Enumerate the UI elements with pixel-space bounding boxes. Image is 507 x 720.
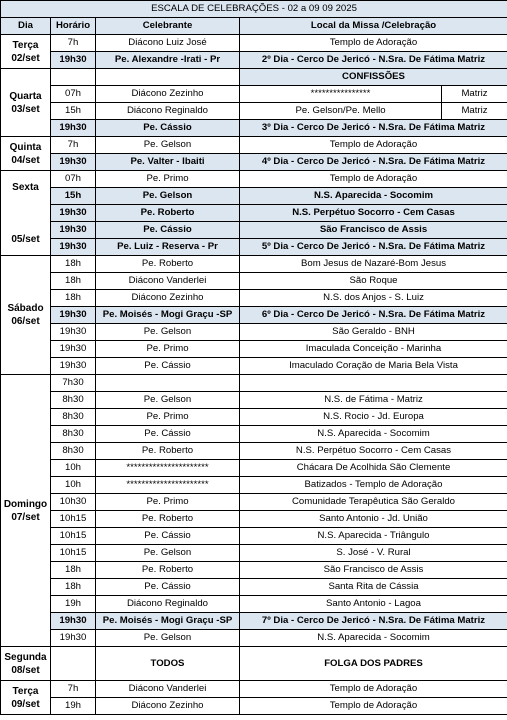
table-row [1,511,507,528]
local-cell: 7º Dia - Cerco De Jericó - N.Sra. De Fátima Matriz [240,613,507,630]
time-cell: 8h30 [51,426,96,443]
table-row [1,562,507,579]
local-cell: Templo de Adoração [240,137,507,154]
local-cell: São Francisco de Assis [240,222,507,239]
celebrant-cell: Pe. Gelson [96,392,240,409]
table-row [1,103,507,120]
time-cell: 7h [51,35,96,52]
empty-cell [96,69,240,86]
time-cell: 18h [51,562,96,579]
table-row [1,35,507,52]
table-row [1,137,507,154]
local-cell: Pe. Gelson/Pe. Mello [240,103,442,120]
table-row [1,290,507,307]
local-cell: 5º Dia - Cerco De Jericó - N.Sra. De Fátima Matriz [240,239,507,256]
celebrant-cell [96,375,240,392]
time-cell: 7h30 [51,375,96,392]
local-cell: Comunidade Terapêutica São Geraldo [240,494,507,511]
schedule-title: ESCALA DE CELEBRAÇÕES - 02 a 09 09 2025 [1,1,507,18]
table-row [1,222,507,239]
table-row [1,154,507,171]
local-cell [240,375,507,392]
local-cell: Batizados - Templo de Adoração [240,477,507,494]
local-cell: Templo de Adoração [240,698,507,715]
header-horario: Horário [51,18,96,35]
local-secondary-cell: Matriz [442,103,507,120]
table-row [1,443,507,460]
time-cell: 07h [51,86,96,103]
celebrant-cell: Pe. Cássio [96,358,240,375]
celebrant-cell: Pe. Gelson [96,630,240,647]
table-row [1,426,507,443]
table-row [1,477,507,494]
celebrant-cell: Pe. Cássio [96,528,240,545]
table-row [1,460,507,477]
celebrant-cell: Pe. Roberto [96,562,240,579]
local-cell: Bom Jesus de Nazaré-Bom Jesus [240,256,507,273]
celebrant-cell: Pe. Primo [96,171,240,188]
table-row [1,528,507,545]
celebrant-cell: Pe. Valter - Ibaiti [96,154,240,171]
celebrant-cell: Pe. Luiz - Reserva - Pr [96,239,240,256]
celebrant-cell: Pe. Alexandre -Irati - Pr [96,52,240,69]
local-cell: N.S. dos Anjos - S. Luiz [240,290,507,307]
celebrant-cell: Pe. Gelson [96,188,240,205]
time-cell: 10h15 [51,528,96,545]
time-cell: 18h [51,256,96,273]
time-cell: 15h [51,103,96,120]
celebrant-cell: Diácono Vanderlei [96,681,240,698]
time-cell: 8h30 [51,443,96,460]
local-cell: Santo Antonio - Jd. União [240,511,507,528]
time-cell: 19h [51,698,96,715]
time-cell: 7h [51,681,96,698]
celebrant-cell: Pe. Moisés - Mogi Graçu -SP [96,613,240,630]
confissoes-row [1,69,507,86]
day-label: Sábado 06/set [1,256,51,375]
time-cell: 10h15 [51,545,96,562]
local-cell: 6º Dia - Cerco De Jericó - N.Sra. De Fátima Matriz [240,307,507,324]
time-cell: 10h [51,477,96,494]
local-cell: S. José - V. Rural [240,545,507,562]
local-cell: São Roque [240,273,507,290]
table-row [1,545,507,562]
celebrant-cell: Pe. Primo [96,341,240,358]
time-cell: 19h30 [51,52,96,69]
celebrant-cell: Diácono Reginaldo [96,596,240,613]
table-row [1,256,507,273]
celebrant-cell: Pe. Gelson [96,137,240,154]
celebrant-cell: Diácono Vanderlei [96,273,240,290]
local-cell: Templo de Adoração [240,35,507,52]
time-cell: 19h30 [51,341,96,358]
time-cell: 8h30 [51,392,96,409]
time-cell: 10h [51,460,96,477]
celebrant-cell: Pe. Cássio [96,222,240,239]
time-cell: 10h30 [51,494,96,511]
table-row [1,239,507,256]
time-cell: 18h [51,273,96,290]
local-cell: Chácara De Acolhida São Clemente [240,460,507,477]
local-cell: Templo de Adoração [240,171,507,188]
celebrant-cell: Pe. Cássio [96,426,240,443]
celebrant-cell: ********************** [96,460,240,477]
local-cell: 3º Dia - Cerco De Jericó - N.Sra. De Fátima Matriz [240,120,507,137]
time-cell: 19h30 [51,222,96,239]
local-cell: Imaculado Coração de Maria Bela Vista [240,358,507,375]
time-cell: 19h30 [51,205,96,222]
local-cell: N.S. Aparecida - Socomim [240,188,507,205]
day-label: Quarta 03/set [1,69,51,137]
time-cell: 19h [51,596,96,613]
celebrant-cell: ********************** [96,477,240,494]
celebrant-cell: Diácono Zezinho [96,698,240,715]
time-cell: 19h30 [51,307,96,324]
celebrant-cell: Pe. Roberto [96,256,240,273]
celebrant-cell: Diácono Zezinho [96,290,240,307]
table-row [1,392,507,409]
celebrant-cell: Pe. Roberto [96,511,240,528]
local-cell: N.S. de Fátima - Matriz [240,392,507,409]
header-local: Local da Missa /Celebração [240,18,507,35]
celebrant-cell: Pe. Moisés - Mogi Graçu -SP [96,307,240,324]
table-row [1,596,507,613]
celebrant-cell: Pe. Primo [96,494,240,511]
table-row [1,341,507,358]
celebrant-cell: Pe. Roberto [96,205,240,222]
time-cell: 8h30 [51,409,96,426]
local-cell: São Francisco de Assis [240,562,507,579]
celebrant-cell: Pe. Roberto [96,443,240,460]
table-row [1,205,507,222]
title-row [1,1,507,18]
celebrant-cell: Pe. Cássio [96,579,240,596]
local-cell: N.S. Rocio - Jd. Europa [240,409,507,426]
table-row [1,494,507,511]
celebrant-cell: Pe. Cássio [96,120,240,137]
empty-cell [51,69,96,86]
local-cell: São Geraldo - BNH [240,324,507,341]
table-row [1,188,507,205]
local-cell: FOLGA DOS PADRES [240,647,507,681]
local-cell: 2º Dia - Cerco De Jericó - N.Sra. De Fátima Matriz [240,52,507,69]
time-cell: 19h30 [51,613,96,630]
celebrant-cell: Diácono Luiz José [96,35,240,52]
local-cell: N.S. Aparecida - Triângulo [240,528,507,545]
time-cell: 18h [51,579,96,596]
time-cell: 7h [51,137,96,154]
time-cell: 19h30 [51,154,96,171]
local-cell: N.S. Perpétuo Socorro - Cem Casas [240,443,507,460]
celebrant-cell: Pe. Gelson [96,545,240,562]
celebrant-cell: Pe. Primo [96,409,240,426]
day-label: Quinta 04/set [1,137,51,171]
time-cell: 15h [51,188,96,205]
table-row [1,375,507,392]
table-row [1,647,507,681]
local-cell: N.S. Perpétuo Socorro - Cem Casas [240,205,507,222]
day-label: Domingo 07/set [1,375,51,647]
header-dia: Dia [1,18,51,35]
time-cell [51,647,96,681]
local-cell: Templo de Adoração [240,681,507,698]
local-cell: Santa Rita de Cássia [240,579,507,596]
local-cell: N.S. Aparecida - Socomim [240,426,507,443]
celebrant-cell: Pe. Gelson [96,324,240,341]
table-row [1,273,507,290]
table-row [1,324,507,341]
table-row [1,681,507,698]
celebrant-cell: Diácono Zezinho [96,86,240,103]
table-row [1,613,507,630]
time-cell: 19h30 [51,358,96,375]
local-cell: **************** [240,86,442,103]
header-celebrante: Celebrante [96,18,240,35]
local-cell: Santo Antonio - Lagoa [240,596,507,613]
day-label: Terça 09/set [1,681,51,715]
table-row [1,307,507,324]
time-cell: 07h [51,171,96,188]
time-cell: 19h30 [51,239,96,256]
local-secondary-cell: Matriz [442,86,507,103]
day-label: Terça 02/set [1,35,51,69]
table-row [1,86,507,103]
day-label: Sexta 05/set [1,171,51,256]
local-cell: N.S. Aparecida - Socomim [240,630,507,647]
time-cell: 19h30 [51,630,96,647]
day-label: Segunda 08/set [1,647,51,681]
local-cell: 4º Dia - Cerco De Jericó - N.Sra. De Fátima Matriz [240,154,507,171]
time-cell: 18h [51,290,96,307]
table-row [1,698,507,715]
confissoes-label: CONFISSÕES [240,69,507,86]
time-cell: 19h30 [51,324,96,341]
local-cell: Imaculada Conceição - Marinha [240,341,507,358]
celebrant-cell: Diácono Reginaldo [96,103,240,120]
table-row [1,52,507,69]
table-row [1,409,507,426]
time-cell: 19h30 [51,120,96,137]
table-row [1,358,507,375]
celebrant-cell: TODOS [96,647,240,681]
table-row [1,120,507,137]
time-cell: 10h15 [51,511,96,528]
table-row [1,579,507,596]
table-row [1,171,507,188]
header-row [1,18,507,35]
table-row [1,630,507,647]
